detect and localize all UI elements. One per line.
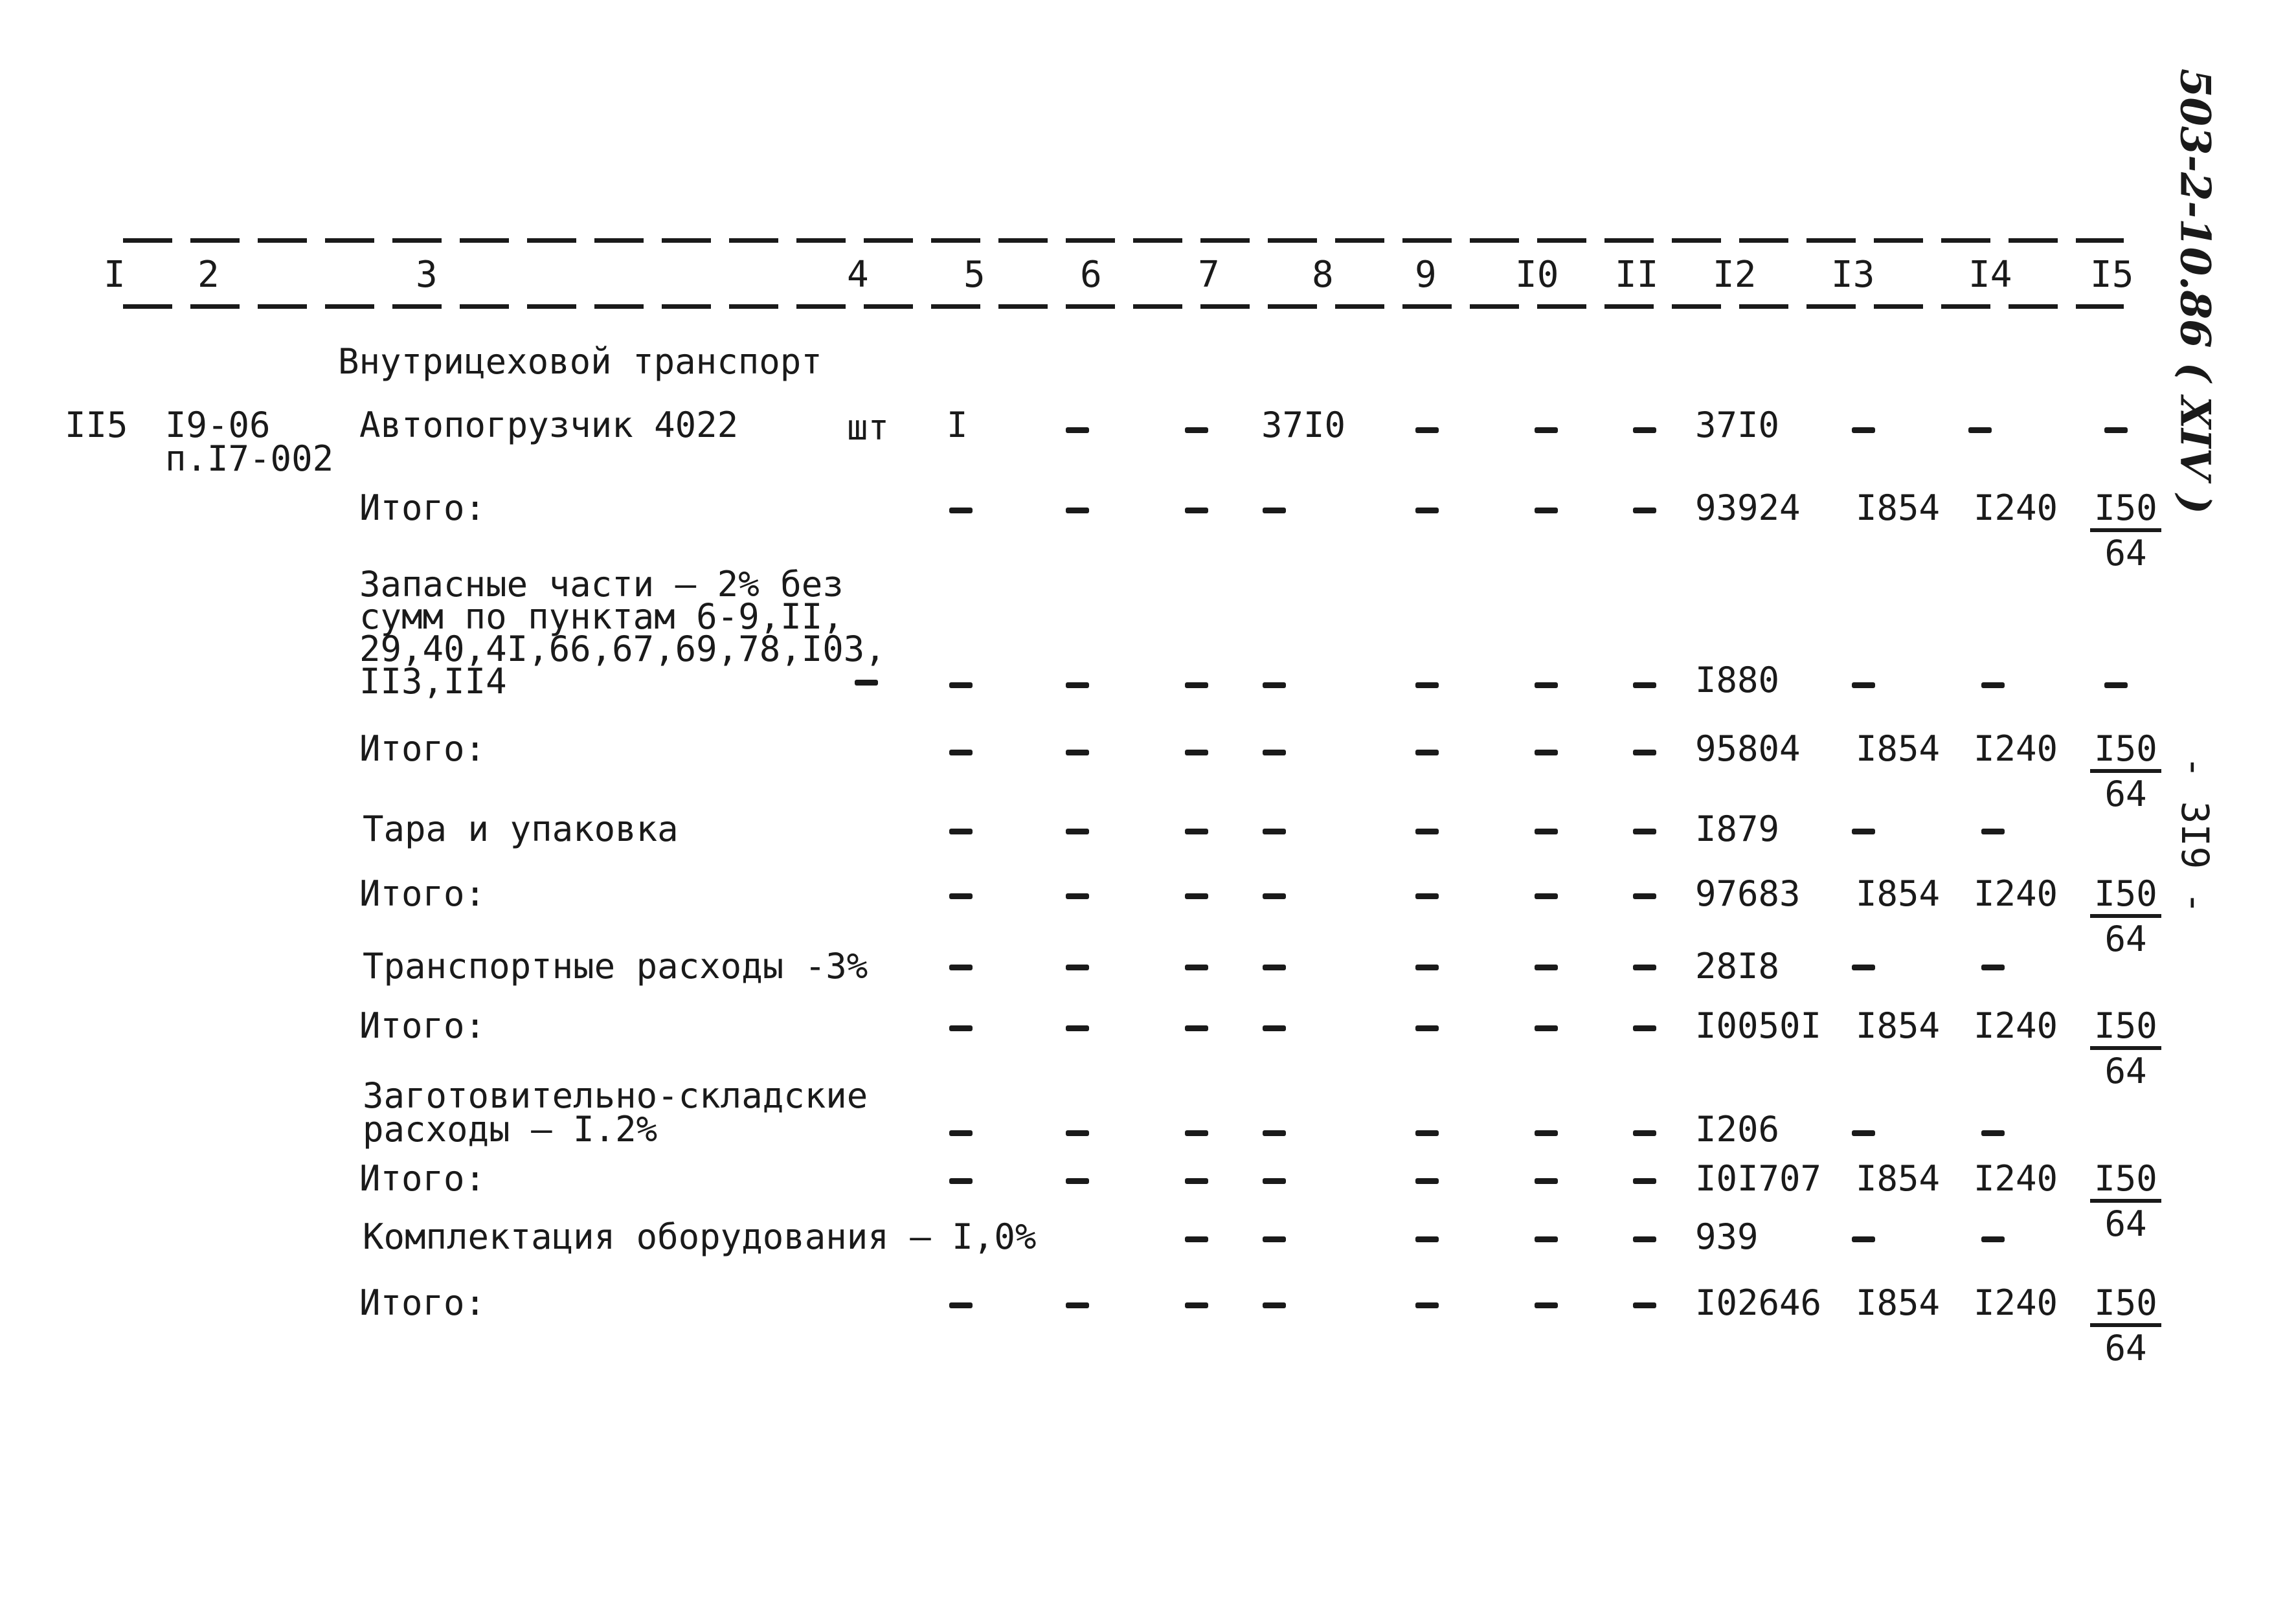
row8-col13: I854 — [1856, 1005, 1941, 1046]
row9-dash-8 — [1263, 1130, 1286, 1136]
row1-dash-14 — [1968, 427, 1992, 433]
row2-dash-8 — [1263, 508, 1286, 513]
row12-dash-9 — [1415, 1302, 1439, 1308]
row11-dash-7 — [1185, 1236, 1208, 1242]
row9-dash-7 — [1185, 1130, 1208, 1136]
row1-code-ref: п.I7-002 — [165, 438, 334, 479]
row5-col12: I879 — [1695, 809, 1780, 849]
row4-dash-6 — [1066, 750, 1089, 755]
row9-dash-11 — [1633, 1130, 1656, 1136]
row3-name-line2: сумм по пунктам 6-9,II, — [359, 596, 844, 637]
col-header-12: I2 — [1713, 254, 1757, 296]
row3-dash-14 — [1981, 682, 2005, 688]
row3-name-line4: II3,II4 — [359, 661, 507, 702]
row6-col15-denominator: 64 — [2104, 919, 2147, 959]
row10-dash-6 — [1066, 1178, 1089, 1184]
row6-col13: I854 — [1856, 873, 1941, 914]
row9-dash-5 — [949, 1130, 973, 1136]
row8-name: Итого: — [359, 1005, 486, 1046]
row2-dash-11 — [1633, 508, 1656, 513]
row5-dash-5 — [949, 829, 973, 834]
row1-col8: 37I0 — [1261, 405, 1346, 445]
row6-col15-fraction — [2090, 875, 2161, 958]
row2-dash-10 — [1535, 508, 1558, 513]
row9-dash-14 — [1981, 1130, 2005, 1136]
row10-dash-9 — [1415, 1178, 1439, 1184]
row2-dash-5 — [949, 508, 973, 513]
row5-dash-13 — [1852, 829, 1875, 834]
row8-dash-8 — [1263, 1025, 1286, 1031]
row1-col5: I — [947, 405, 968, 445]
row12-dash-7 — [1185, 1302, 1208, 1308]
row10-col15-denominator: 64 — [2104, 1203, 2147, 1244]
row10-dash-11 — [1633, 1178, 1656, 1184]
row1-dash-13 — [1852, 427, 1875, 433]
row3-name-line1: Запасные части – 2% без — [359, 564, 844, 605]
row1-dash-7 — [1185, 427, 1208, 433]
row9-dash-6 — [1066, 1130, 1089, 1136]
row10-dash-10 — [1535, 1178, 1558, 1184]
row5-dash-8 — [1263, 829, 1286, 834]
row7-dash-9 — [1415, 965, 1439, 970]
row9-col12: I206 — [1695, 1109, 1780, 1150]
row5-dash-9 — [1415, 829, 1439, 834]
row6-dash-5 — [949, 893, 973, 899]
row7-col12: 28I8 — [1695, 946, 1780, 987]
row2-col15-fraction — [2090, 489, 2161, 572]
row6-dash-10 — [1535, 893, 1558, 899]
row6-col15-numerator: I50 — [2090, 875, 2161, 918]
row11-dash-11 — [1633, 1236, 1656, 1242]
row11-name: Комплектация оборудования – I,0% — [363, 1216, 1037, 1257]
row5-name: Тара и упаковка — [363, 809, 679, 849]
col-header-9: 9 — [1415, 254, 1437, 296]
row9-dash-9 — [1415, 1130, 1439, 1136]
col-header-6: 6 — [1080, 254, 1102, 296]
row1-number: II5 — [65, 405, 128, 445]
row7-dash-6 — [1066, 965, 1089, 970]
row11-dash-10 — [1535, 1236, 1558, 1242]
row4-name: Итого: — [359, 728, 486, 769]
row9-name-line1: Заготовительно-складские — [363, 1075, 868, 1116]
row7-name: Транспортные расходы -3% — [363, 946, 868, 987]
row8-col15-numerator: I50 — [2090, 1007, 2161, 1050]
section-title: Внутрицеховой транспорт — [338, 341, 822, 382]
row3-dash-8 — [1263, 682, 1286, 688]
row8-dash-11 — [1633, 1025, 1656, 1031]
row1-dash-9 — [1415, 427, 1439, 433]
row6-dash-7 — [1185, 893, 1208, 899]
row7-dash-10 — [1535, 965, 1558, 970]
col-header-11: II — [1615, 254, 1659, 296]
row10-name: Итого: — [359, 1158, 486, 1199]
row1-dash-15 — [2104, 427, 2128, 433]
row6-dash-11 — [1633, 893, 1656, 899]
row12-col14: I240 — [1974, 1282, 2058, 1323]
row12-dash-11 — [1633, 1302, 1656, 1308]
col-header-2: 2 — [197, 254, 219, 296]
row7-dash-11 — [1633, 965, 1656, 970]
row1-unit: шт — [847, 407, 890, 448]
row4-col12: 95804 — [1695, 728, 1801, 769]
row11-dash-13 — [1852, 1236, 1875, 1242]
row3-dash-11 — [1633, 682, 1656, 688]
row3-dash-15 — [2104, 682, 2128, 688]
row4-dash-8 — [1263, 750, 1286, 755]
col-header-15: I5 — [2090, 254, 2134, 296]
col-header-5: 5 — [963, 254, 985, 296]
row6-dash-9 — [1415, 893, 1439, 899]
row3-dash-6 — [1066, 682, 1089, 688]
row4-dash-11 — [1633, 750, 1656, 755]
row4-dash-10 — [1535, 750, 1558, 755]
row3-dash-13 — [1852, 682, 1875, 688]
row10-col15-numerator: I50 — [2090, 1160, 2161, 1203]
row10-col13: I854 — [1856, 1158, 1941, 1199]
row6-col14: I240 — [1974, 873, 2058, 914]
row3-col12: I880 — [1695, 660, 1780, 700]
row1-name: Автопогрузчик 4022 — [359, 405, 739, 445]
row5-dash-14 — [1981, 829, 2005, 834]
row1-dash-6 — [1066, 427, 1089, 433]
col-header-13: I3 — [1831, 254, 1875, 296]
col-header-1: I — [104, 254, 126, 296]
row8-dash-6 — [1066, 1025, 1089, 1031]
row1-col12: 37I0 — [1695, 405, 1780, 445]
row11-dash-8 — [1263, 1236, 1286, 1242]
row12-dash-8 — [1263, 1302, 1286, 1308]
row8-col12: I0050I — [1695, 1005, 1822, 1046]
row11-col12: 939 — [1695, 1216, 1759, 1257]
row2-col12: 93924 — [1695, 487, 1801, 528]
row10-col14: I240 — [1974, 1158, 2058, 1199]
row3-name-line3: 29,40,4I,66,67,69,78,I03, — [359, 629, 886, 669]
row6-col12: 97683 — [1695, 873, 1801, 914]
row11-dash-14 — [1981, 1236, 2005, 1242]
row3-dash-4 — [855, 680, 878, 686]
header-top-rule — [123, 238, 2124, 243]
row2-dash-6 — [1066, 508, 1089, 513]
row1-dash-11 — [1633, 427, 1656, 433]
row12-name: Итого: — [359, 1282, 486, 1323]
document-code-handwritten: 503-2-10.86 ( XIV ) — [2170, 68, 2220, 515]
row10-dash-8 — [1263, 1178, 1286, 1184]
row1-dash-10 — [1535, 427, 1558, 433]
row6-dash-8 — [1263, 893, 1286, 899]
row7-dash-13 — [1852, 965, 1875, 970]
row12-dash-5 — [949, 1302, 973, 1308]
row12-col13: I854 — [1856, 1282, 1941, 1323]
row10-col12: I0I707 — [1695, 1158, 1822, 1199]
row12-col15-fraction — [2090, 1284, 2161, 1367]
row6-name: Итого: — [359, 873, 486, 914]
row2-col15-numerator: I50 — [2090, 489, 2161, 532]
row10-dash-5 — [949, 1178, 973, 1184]
row12-col15-numerator: I50 — [2090, 1284, 2161, 1327]
page-number: - 3I9 - — [2173, 755, 2217, 915]
row4-col14: I240 — [1974, 728, 2058, 769]
row10-col15-fraction — [2090, 1160, 2161, 1243]
row7-dash-14 — [1981, 965, 2005, 970]
row5-dash-10 — [1535, 829, 1558, 834]
row7-dash-5 — [949, 965, 973, 970]
col-header-7: 7 — [1198, 254, 1220, 296]
row5-dash-6 — [1066, 829, 1089, 834]
row12-dash-10 — [1535, 1302, 1558, 1308]
row9-name-line2: расходы – I.2% — [363, 1109, 658, 1150]
row2-dash-9 — [1415, 508, 1439, 513]
row8-col14: I240 — [1974, 1005, 2058, 1046]
row12-dash-6 — [1066, 1302, 1089, 1308]
row7-dash-8 — [1263, 965, 1286, 970]
row2-dash-7 — [1185, 508, 1208, 513]
row9-dash-13 — [1852, 1130, 1875, 1136]
row11-dash-9 — [1415, 1236, 1439, 1242]
row10-dash-7 — [1185, 1178, 1208, 1184]
row8-col15-denominator: 64 — [2104, 1051, 2147, 1091]
col-header-4: 4 — [847, 254, 869, 296]
col-header-8: 8 — [1312, 254, 1334, 296]
row4-col13: I854 — [1856, 728, 1941, 769]
row3-dash-7 — [1185, 682, 1208, 688]
row8-col15-fraction — [2090, 1007, 2161, 1090]
row4-col15-denominator: 64 — [2104, 774, 2147, 814]
row3-dash-9 — [1415, 682, 1439, 688]
row1-code: I9-06 — [165, 405, 271, 445]
row8-dash-7 — [1185, 1025, 1208, 1031]
row2-col13: I854 — [1856, 487, 1941, 528]
row4-dash-7 — [1185, 750, 1208, 755]
row5-dash-7 — [1185, 829, 1208, 834]
row8-dash-9 — [1415, 1025, 1439, 1031]
row12-col15-denominator: 64 — [2104, 1328, 2147, 1368]
row12-col12: I02646 — [1695, 1282, 1822, 1323]
row4-dash-5 — [949, 750, 973, 755]
row3-dash-5 — [949, 682, 973, 688]
row2-col15-denominator: 64 — [2104, 533, 2147, 574]
row4-dash-9 — [1415, 750, 1439, 755]
row9-dash-10 — [1535, 1130, 1558, 1136]
row8-dash-5 — [949, 1025, 973, 1031]
col-header-10: I0 — [1515, 254, 1559, 296]
col-header-3: 3 — [416, 254, 438, 296]
row3-dash-10 — [1535, 682, 1558, 688]
row6-dash-6 — [1066, 893, 1089, 899]
row2-col14: I240 — [1974, 487, 2058, 528]
row4-col15-numerator: I50 — [2090, 730, 2161, 773]
row2-name: Итого: — [359, 487, 486, 528]
row7-dash-7 — [1185, 965, 1208, 970]
header-bottom-rule — [123, 304, 2124, 309]
row5-dash-11 — [1633, 829, 1656, 834]
col-header-14: I4 — [1968, 254, 2012, 296]
row8-dash-10 — [1535, 1025, 1558, 1031]
row4-col15-fraction — [2090, 730, 2161, 813]
